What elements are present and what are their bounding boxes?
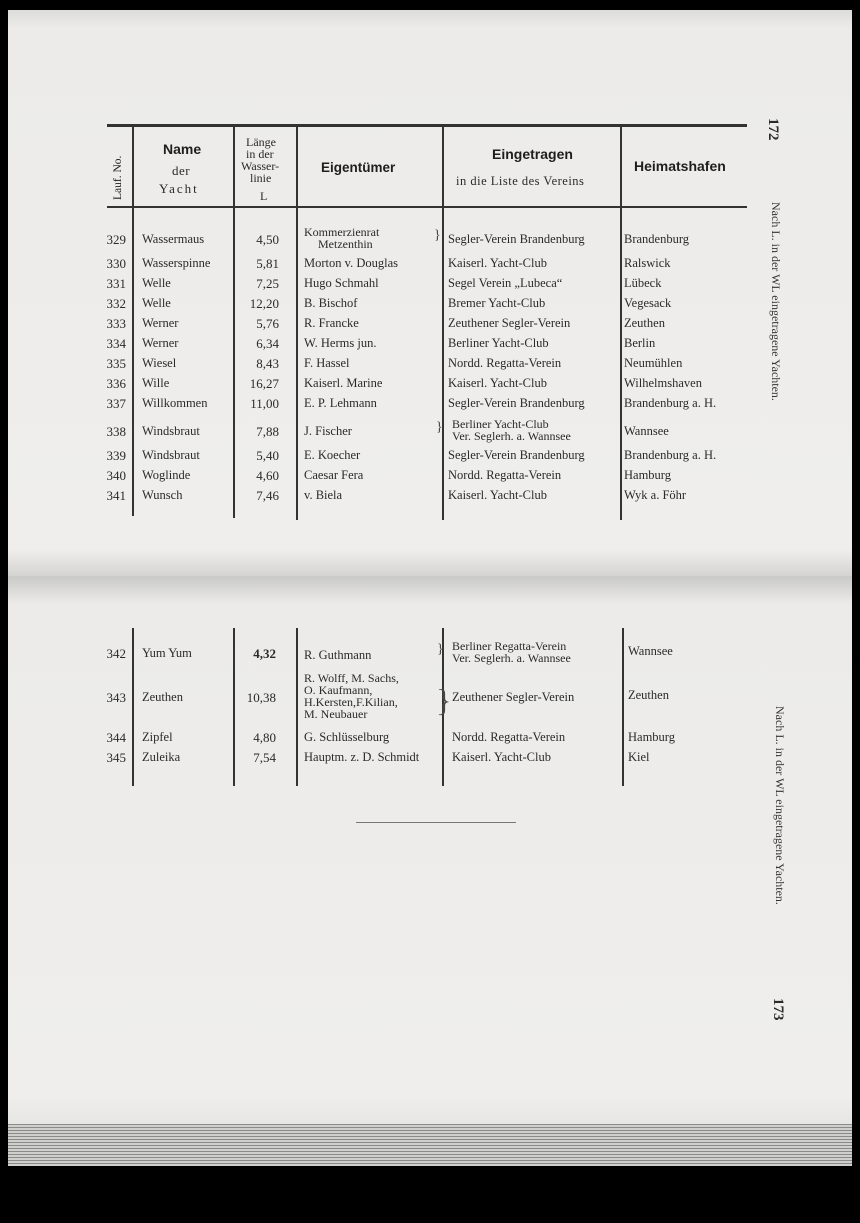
owner: J. Fischer [304,424,352,438]
registered-club: Kaiserl. Yacht-Club [448,488,547,502]
waterline-length: 7,46 [256,488,279,503]
registered-club: Bremer Yacht-Club [448,296,546,310]
waterline-length: 5,81 [256,256,279,271]
registered-club: Berliner Regatta-Verein [452,639,567,653]
owner: W. Herms jun. [304,336,377,350]
yacht-name: Zuleika [142,750,181,764]
registered-club: Berliner Yacht-Club [448,336,549,350]
header-top-rule [107,124,747,127]
yacht-name: Welle [142,276,171,290]
page-173 [8,576,852,1136]
owner: Caesar Fera [304,468,364,482]
owner-line-3: H.Kersten,F.Kilian, [304,695,398,709]
col-line-b1 [132,628,134,786]
owner-line-4: M. Neubauer [304,707,368,721]
home-port: Zeuthen [628,688,669,702]
home-port: Vegesack [624,296,672,310]
waterline-length: 4,60 [256,468,279,483]
row-number: 330 [106,256,126,271]
header-name: Name [163,141,202,157]
brace-icon: } [434,228,441,243]
page-172 [8,10,852,578]
home-port: Kiel [628,750,650,764]
col-line-b5 [622,628,624,786]
waterline-length: 12,20 [249,296,279,311]
row-number: 335 [106,356,126,371]
registered-club: Berliner Yacht-Club [452,417,549,431]
yacht-name: Woglinde [142,468,191,482]
waterline-length: 4,50 [256,232,279,247]
yacht-name: Wassermaus [142,232,205,246]
home-port: Hamburg [624,468,671,482]
registered-club: Nordd. Regatta-Verein [448,468,562,482]
owner: B. Bischof [304,296,358,310]
owner: G. Schlüsselburg [304,730,390,744]
waterline-length: 5,76 [256,316,279,331]
home-port: Brandenburg [624,232,690,246]
home-port: Lübeck [624,276,662,290]
home-port: Ralswick [624,256,671,270]
yacht-name: Welle [142,296,171,310]
header-lauf-no: Lauf. No. [112,155,124,200]
owner-line-2: O. Kaufmann, [304,683,373,697]
owner: R. Wolff, M. Sachs, [304,671,399,685]
col-line-5 [620,126,622,520]
owner-line-2: Metzenthin [318,237,373,251]
header-registered-list: in die Liste des Vereins [456,174,585,188]
owner: R. Francke [304,316,359,330]
header-name-der: der [172,163,191,178]
home-port: Wannsee [624,424,669,438]
row-number: 340 [106,468,126,483]
home-port: Wannsee [628,644,673,658]
waterline-length: 10,38 [246,690,276,705]
row-number: 344 [106,730,126,745]
header-len-2: in der [246,147,274,161]
home-port: Brandenburg a. H. [624,396,717,410]
registered-club-line-2: Ver. Seglerh. a. Wannsee [452,429,571,443]
row-number: 337 [106,396,126,411]
header-owner: Eigentümer [321,160,396,175]
row-number: 329 [106,232,126,247]
col-line-b2 [233,628,235,786]
waterline-length: 5,40 [256,448,279,463]
registered-club: Zeuthener Segler-Verein [448,316,571,330]
page-number-bottom: 173 [770,998,786,1021]
yacht-name: Werner [142,316,179,330]
waterline-length: 11,00 [250,396,279,411]
page-edges [8,1124,852,1166]
waterline-length: 6,34 [256,336,279,351]
registered-club: Nordd. Regatta-Verein [448,356,562,370]
home-port: Hamburg [628,730,675,744]
registered-club: Kaiserl. Yacht-Club [448,256,547,270]
owner: Hugo Schmahl [304,276,379,290]
row-number: 338 [106,424,126,439]
col-line-4 [442,126,444,520]
registered-club: Kaiserl. Yacht-Club [448,376,547,390]
yacht-name: Windsbraut [142,448,200,462]
row-number: 333 [106,316,126,331]
header-bottom-rule [107,206,747,208]
home-port: Neumühlen [624,356,683,370]
yacht-name: Zipfel [142,730,173,744]
yacht-name: Wasserspinne [142,256,211,270]
running-head-top: Nach L. in der WL eingetragene Yachten. [769,202,783,401]
header-len-1: Länge [246,135,276,149]
header-name-yacht: Yacht [159,181,199,196]
home-port: Zeuthen [624,316,665,330]
row-number: 341 [106,488,126,503]
row-number: 332 [106,296,126,311]
row-number: 342 [106,646,126,661]
waterline-length: 16,27 [249,376,279,391]
header-len-4: linie [250,171,272,185]
yacht-name: Wille [142,376,170,390]
owner: F. Hassel [304,356,350,370]
row-number: 343 [106,690,126,705]
header-len-3: Wasser- [241,159,280,173]
col-line-3 [296,126,298,520]
registered-club: Segler-Verein Brandenburg [448,396,585,410]
waterline-length: 4,80 [253,730,276,745]
registered-club: Segel Verein „Lubeca“ [448,276,563,290]
owner: Morton v. Douglas [304,256,398,270]
home-port: Brandenburg a. H. [624,448,717,462]
header-home-port: Heimatshafen [634,158,726,174]
brace-icon: } [437,642,444,657]
col-line-2 [233,126,235,518]
registered-club: Kaiserl. Yacht-Club [452,750,551,764]
registered-club-line-2: Ver. Seglerh. a. Wannsee [452,651,571,665]
home-port: Wilhelmshaven [624,376,702,390]
row-number: 334 [106,336,126,351]
waterline-length: 7,54 [253,750,276,765]
brace-icon: } [436,420,443,435]
page-number-top: 172 [765,118,781,141]
home-port: Wyk a. Föhr [624,488,687,502]
waterline-length: 4,32 [253,646,276,661]
running-head-bottom: Nach L. in der WL eingetragene Yachten. [773,706,787,905]
yacht-name: Yum Yum [142,646,192,660]
owner: Kaiserl. Marine [304,376,383,390]
yacht-name: Willkommen [142,396,208,410]
owner: Hauptm. z. D. Schmidt [304,750,420,764]
waterline-length: 7,25 [256,276,279,291]
registered-club: Nordd. Regatta-Verein [452,730,566,744]
registered-club: Segler-Verein Brandenburg [448,448,585,462]
yacht-name: Zeuthen [142,690,183,704]
registered-club: Segler-Verein Brandenburg [448,232,585,246]
header-len-5: L [260,189,268,203]
header-registered: Eingetragen [492,146,573,162]
registered-club: Zeuthener Segler-Verein [452,690,575,704]
owner: R. Guthmann [304,648,372,662]
col-line-1 [132,126,134,516]
waterline-length: 7,88 [256,424,279,439]
yacht-name: Windsbraut [142,424,200,438]
waterline-length: 8,43 [256,356,279,371]
owner: v. Biela [304,488,343,502]
yacht-name: Werner [142,336,179,350]
col-line-b3 [296,628,298,786]
row-number: 336 [106,376,126,391]
brace-icon: } [436,682,452,718]
yacht-name: Wiesel [142,356,177,370]
row-number: 339 [106,448,126,463]
row-number: 345 [106,750,126,765]
owner: E. Koecher [304,448,361,462]
yacht-name: Wunsch [142,488,183,502]
owner: E. P. Lehmann [304,396,377,410]
row-number: 331 [106,276,126,291]
home-port: Berlin [624,336,656,350]
owner: Kommerzienrat [304,225,380,239]
end-rule [356,822,516,823]
